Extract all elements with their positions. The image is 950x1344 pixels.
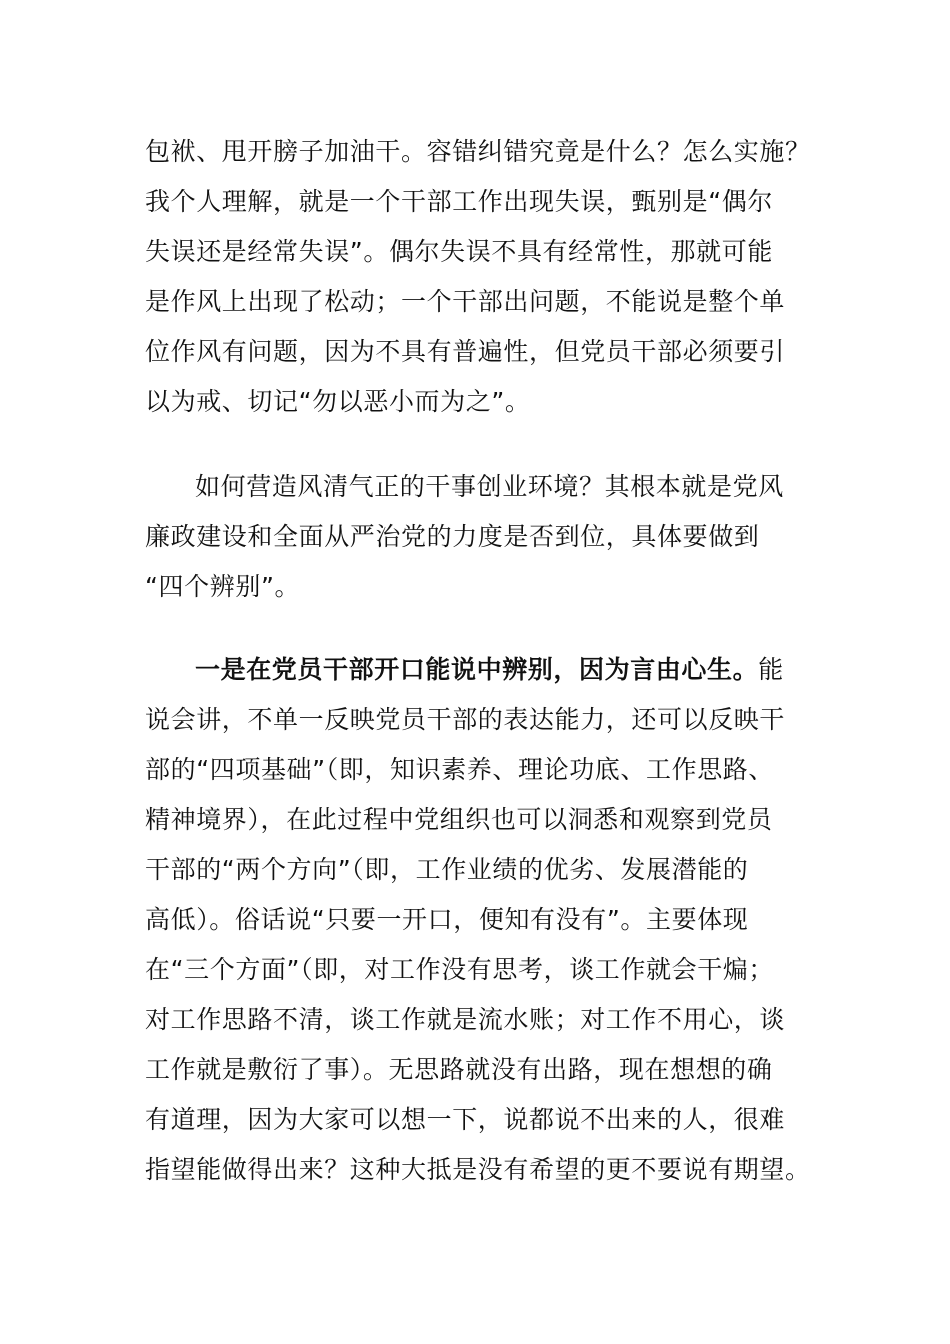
text-line: 位作风有问题，因为不具有普遍性，但党员干部必须要引 [145, 337, 786, 366]
text-line: 在“三个方面”（即，对工作没有思考，谈工作就会干煸； [145, 955, 775, 984]
text-line: 干部的“两个方向”（即，工作业绩的优劣、发展潜能的 [145, 855, 749, 884]
text-line: 以为戒、切记“勿以恶小而为之”。 [145, 387, 531, 416]
paragraph-3 [145, 645, 825, 1195]
text-line: 廉政建设和全面从严治党的力度是否到位，具体要做到 [145, 522, 760, 551]
text-line: 精神境界），在此过程中党组织也可以洞悉和观察到党员 [145, 805, 773, 834]
text-line: 有道理，因为大家可以想一下，说都说不出来的人，很难 [145, 1105, 786, 1134]
text-line: 是作风上出现了松动；一个干部出问题，不能说是整个单 [145, 287, 786, 316]
text-line: 包袱、甩开膀子加油干。容错纠错究竟是什么？怎么实施？ [145, 137, 811, 166]
text-line: 如何营造风清气正的干事创业环境？其根本就是党风 [195, 472, 784, 501]
text-line: 失误还是经常失误”。偶尔失误不具有经常性，那就可能 [145, 237, 773, 266]
lead-continuation: 能 [758, 655, 784, 684]
text-line: 高低）。俗话说“只要一开口，便知有没有”。主要体现 [145, 905, 749, 934]
text-line: 部的“四项基础”（即，知识素养、理论功底、工作思路、 [145, 755, 775, 784]
paragraph-2 [145, 462, 825, 612]
text-line: 指望能做得出来？这种大抵是没有希望的更不要说有期望。 [145, 1155, 811, 1184]
text-line: 我个人理解，就是一个干部工作出现失误，甄别是“偶尔 [145, 187, 773, 216]
text-line: “四个辨别”。 [145, 572, 301, 601]
text-line [145, 645, 825, 695]
bold-lead-sentence: 一是在党员干部开口能说中辨别，因为言由心生。 [195, 655, 759, 684]
paragraph-1 [145, 127, 825, 427]
text-line: 说会讲，不单一反映党员干部的表达能力，还可以反映干 [145, 705, 786, 734]
text-line: 对工作思路不清，谈工作就是流水账；对工作不用心，谈 [145, 1005, 786, 1034]
text-line: 工作就是敷衍了事）。无思路就没有出路，现在想想的确 [145, 1055, 773, 1084]
